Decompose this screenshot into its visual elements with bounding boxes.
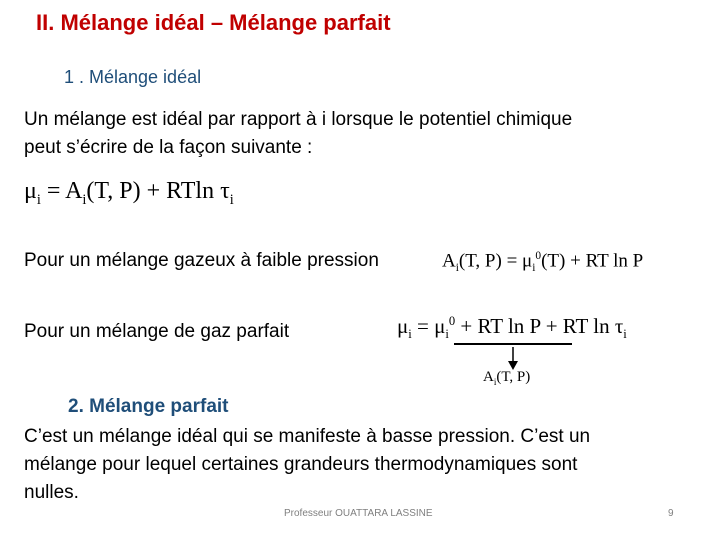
equation-perfect-gas: $\mu_i = \mu_i^0$ + RT ln P + RT $\ln \tau_i$	[397, 314, 627, 342]
intro-line: Un mélange est idéal par rapport à i lorsque le potentiel chimique	[24, 109, 573, 130]
definition-line: C’est un mélange idéal qui se manifeste à basse pression. C’est un	[24, 426, 591, 447]
footer-author: Professeur OUATTARA LASSINE	[284, 508, 433, 519]
definition-paragraph	[24, 423, 704, 507]
equation-gas-mixture: $A_i(T$, $P) = \mu_i^0(T)$ + RT ln P	[442, 250, 644, 275]
page-number: 9	[668, 508, 674, 519]
intro-paragraph	[24, 106, 704, 162]
slide-title: II. Mélange idéal – Mélange parfait	[36, 10, 391, 35]
section-heading-ideal: 1 . Mélange idéal	[64, 67, 202, 87]
definition-line: nulles.	[24, 482, 79, 503]
gas-mixture-label: Pour un mélange gazeux à faible pression	[24, 250, 379, 271]
underbrace-label: $A_i(T$, P)	[483, 369, 531, 387]
perfect-gas-label: Pour un mélange de gaz parfait	[24, 321, 290, 342]
section-heading-perfect: 2. Mélange parfait	[68, 396, 229, 417]
definition-line: mélange pour lequel certaines grandeurs thermodynamiques sont	[24, 454, 578, 475]
equation-chemical-potential: $\mu_i = A_i(T$, P) + RTln $\tau_i$	[24, 178, 234, 208]
down-arrow-icon	[505, 347, 521, 371]
underbrace-line	[454, 343, 572, 345]
intro-line: peut s’écrire de la façon suivante :	[24, 137, 313, 158]
